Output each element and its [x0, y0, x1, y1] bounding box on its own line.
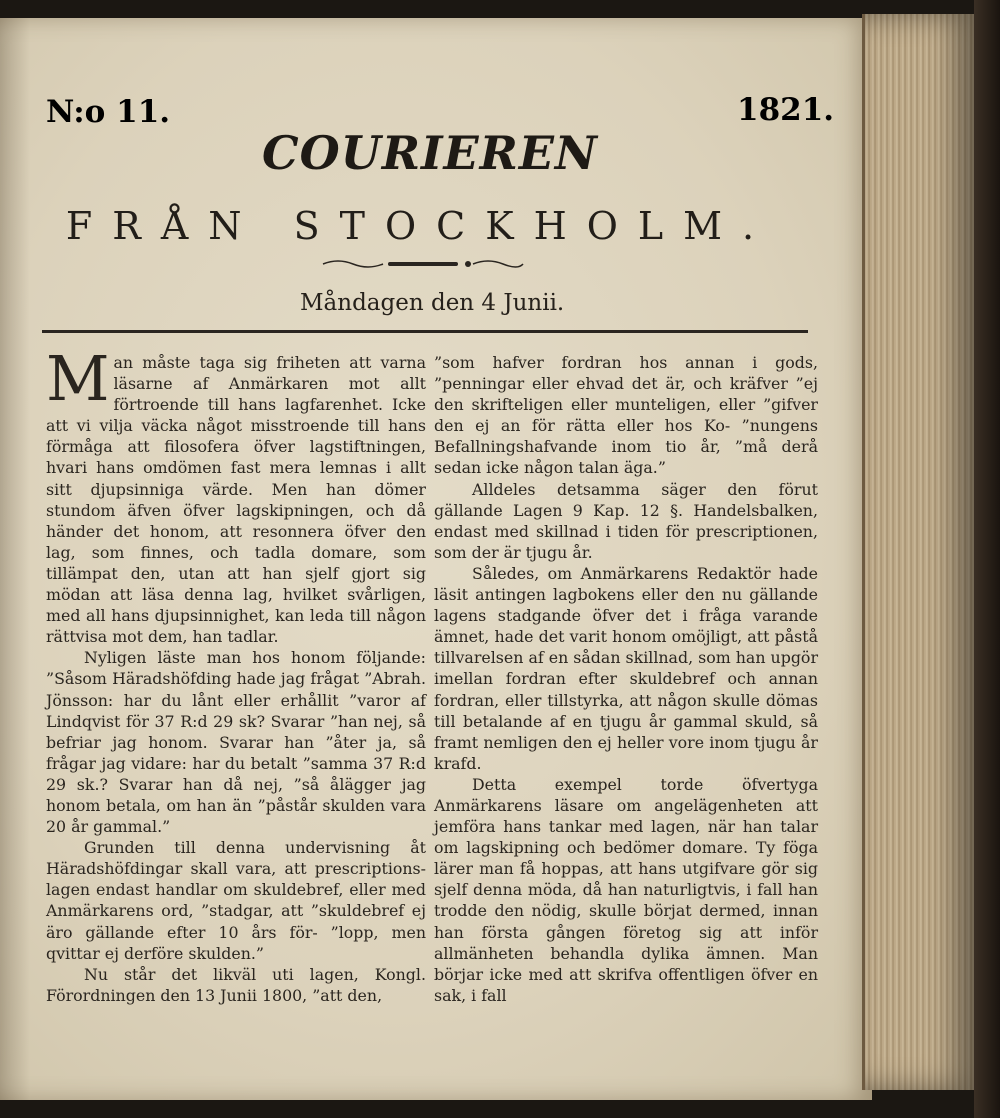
article-paragraph-6: Alldeles detsamma säger den förut gällande Lagen 9 Kap. 12 §. Handelsbalken, endast med skillnad i tiden för prescriptionen, som der är tjugu år.	[434, 479, 818, 562]
book-page-edges	[862, 14, 977, 1090]
issue-year: 1821.	[737, 92, 835, 128]
article-paragraph-3: Grunden till denna undervisning åt Häradshöfdingar skall vara, att prescriptions-lagen endast handlar om skuldebref, eller med Anmärkarens ord, ”stadgar, att ”skuldebref ej äro gällande efter 10 års för- ”lopp, men qvittar ej derföre skulden.”	[46, 838, 426, 963]
newspaper-subtitle: FRÅN STOCKHOLM.	[65, 204, 775, 248]
article-paragraph-5: ”som hafver fordran hos annan i gods, ”penningar eller ehvad det är, och kräfver ”ej den skrifteligen eller munteligen, eller ”gifver den ej an för rätta eller hos Ko- ”nungens Befallningshafvande inom tio år, ”må derå sedan icke någon talan äga.”	[434, 353, 818, 478]
article-paragraph-2: Nyligen läste man hos honom följande: ”Såsom Häradshöfding hade jag frågat ”Abrah. Jönsson: har du lånt eller erhållit ”varor af Lindqvist för 37 R:d 29 sk? Svarar ”han nej, så befriar jag honom. Svarar han ”åter ja, så frågar jag vidare: har du betalt ”samma 37 R:d 29 sk.? Svarar han då nej, ”så ålägger jag honom betala, om han än ”påstår skulden vara 20 år gammal.”	[46, 648, 426, 837]
dropcap: M	[46, 342, 110, 415]
article-paragraph-4: Nu står det likväl uti lagen, Kongl. Förordningen den 13 Junii 1800, ”att den,	[46, 964, 426, 1005]
article-paragraph-1: Man måste taga sig friheten att varna läsarne af Anmärkaren mot allt förtroende till hans lagfarenhet. Icke att vi vilja väcka något misstroende till hans förmåga att filosofera öfver lagstiftningen, hvari hans omdömen fast mera lemnas i allt sitt djupsinniga värde. Men han dömer stundom äfven öfver lagskipningen, och då händer det honom, att resonnera öfver den lag, som finnes, och tadla domare, som tillämpat den, utan att han sjelf gjort sig mödan att läsa denna lag, hvilket svårligen, med all hans djupsinnighet, kan leda till någon rättvisa mot dem, han tadlar.	[46, 342, 426, 647]
newspaper-title: COURIEREN	[262, 126, 598, 180]
right-column	[434, 352, 818, 1006]
page-gutter-shadow	[0, 18, 30, 1100]
article-paragraph-8: Detta exempel torde öfvertyga Anmärkarens läsare om angelägenheten att jemföra hans tankar med lagen, när han talar om lagskipning och bedömer domare. Ty föga lärer man få hoppas, att hans utgifvare gör sig sjelf denna möda, då han naturligtvis, i fall han trodde den nödig, skulle börjat dermed, innan han första gången företog sig att inför allmänheten behandla dylika ämnen. Man börjar icke med att skrifva offentligen öfver en sak, i fall	[434, 774, 818, 1005]
ornament-divider-icon	[318, 258, 528, 270]
article-paragraph-7: Således, om Anmärkarens Redaktör hade läsit antingen lagbokens eller den nu gällande lagens stadgande öfver det i fråga varande ämnet, hade det varit honom omöjligt, att påstå tillvarelsen af en sådan skillnad, som han upgör imellan fordran efter skuldebref och annan fordran, eller tillstyrka, att någon skulle dömas till betalande af en tjugu år gammal skuld, så framt nemligen den ej heller vore inom tjugu år krafd.	[434, 563, 818, 773]
issue-number: N:o 11.	[46, 94, 171, 130]
issue-date: Måndagen den 4 Junii.	[300, 290, 565, 316]
header-rule	[42, 330, 808, 333]
left-column	[46, 342, 426, 1006]
book-cover-edge	[974, 0, 1000, 1118]
